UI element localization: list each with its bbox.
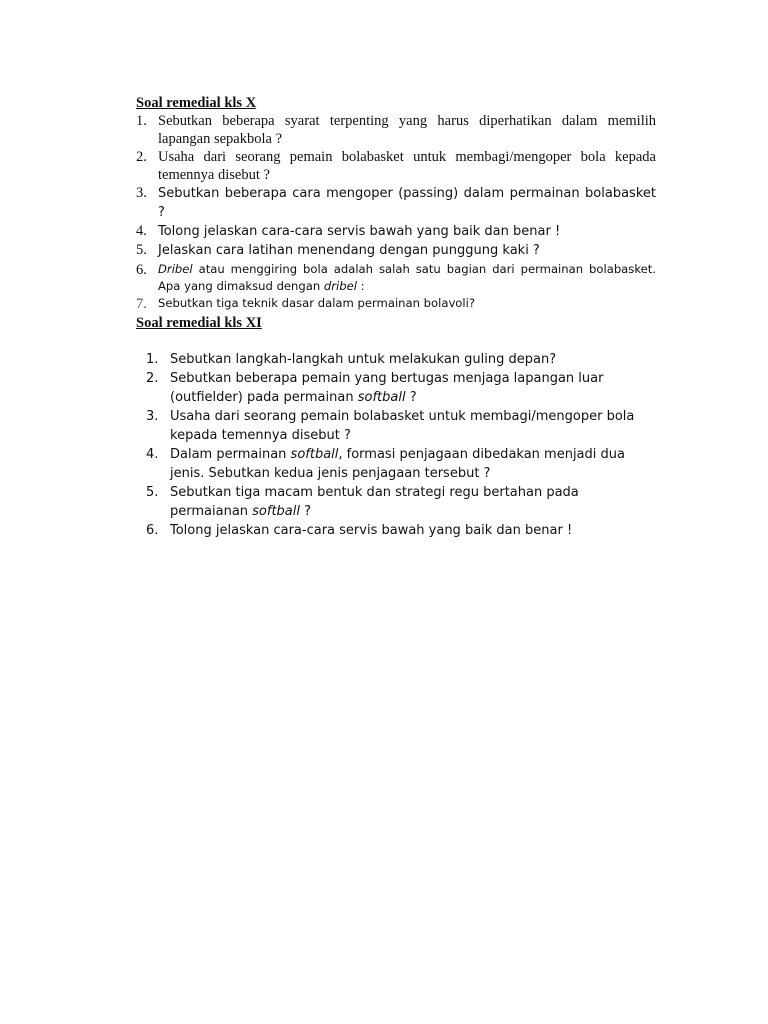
list-item xyxy=(136,112,656,148)
item-text-italic: softball xyxy=(357,390,406,405)
item-number: 5. xyxy=(136,242,147,258)
item-text: Jelaskan cara latihan menendang dengan punggung kaki ? xyxy=(158,243,540,258)
list-item xyxy=(136,407,656,445)
item-text: ? xyxy=(300,504,312,519)
item-number: 4. xyxy=(136,223,147,239)
item-text-italic: softball xyxy=(252,504,300,519)
item-number: 7. xyxy=(136,296,147,312)
item-text-italic: softball xyxy=(290,447,339,462)
item-number: 1. xyxy=(136,113,147,129)
list-item xyxy=(136,369,656,407)
item-text: ? xyxy=(405,390,417,405)
item-number: 2. xyxy=(146,371,159,386)
list-item xyxy=(136,350,656,369)
item-number: 2. xyxy=(136,149,147,165)
list-item xyxy=(136,241,656,260)
item-text: Dalam permainan xyxy=(170,447,291,462)
item-number: 4. xyxy=(146,447,159,462)
item-text: Sebutkan beberapa cara mengoper (passing) dalam permainan bolabasket ? xyxy=(158,186,656,220)
item-text-italic: dribel xyxy=(323,279,357,293)
list-item xyxy=(136,184,656,222)
section-kls-xi xyxy=(136,314,656,540)
item-number: 5. xyxy=(146,485,159,500)
item-number: 6. xyxy=(136,262,147,278)
list-item xyxy=(136,445,656,483)
list-item xyxy=(136,295,656,312)
item-number: 1. xyxy=(146,352,159,367)
item-text: Sebutkan langkah-langkah untuk melakukan guling depan? xyxy=(170,352,557,367)
question-list xyxy=(136,350,656,540)
list-item xyxy=(136,261,656,295)
section-kls-x xyxy=(136,94,656,312)
list-item xyxy=(136,521,656,540)
list-item xyxy=(136,483,656,521)
item-text: Sebutkan tiga teknik dasar dalam permainan bolavoli? xyxy=(158,296,475,310)
item-text-italic: Dribel xyxy=(158,262,193,276)
item-text: Sebutkan tiga macam bentuk dan strategi regu bertahan pada permaianan xyxy=(170,485,579,519)
item-text: Sebutkan beberapa syarat terpenting yang harus diperhatikan dalam memilih lapangan sepakbola ? xyxy=(158,113,656,147)
item-number: 3. xyxy=(146,409,159,424)
item-text: : xyxy=(356,279,365,293)
item-text: Sebutkan beberapa pemain yang bertugas menjaga lapangan luar (outfielder) pada permainan xyxy=(170,371,604,405)
item-text: Tolong jelaskan cara-cara servis bawah yang baik dan benar ! xyxy=(170,523,573,538)
item-number: 6. xyxy=(146,523,159,538)
list-item xyxy=(136,222,656,241)
section-title: Soal remedial kls X xyxy=(136,95,257,111)
section-title: Soal remedial kls XI xyxy=(136,315,262,331)
item-text: atau menggiring bola adalah salah satu bagian dari permainan bolabasket. Apa yang dimaksud dengan xyxy=(158,262,656,293)
item-text: Usaha dari seorang pemain bolabasket untuk membagi/mengoper bola kepada temennya disebut ? xyxy=(158,149,656,183)
item-number: 3. xyxy=(136,185,147,201)
list-item xyxy=(136,148,656,184)
question-list xyxy=(136,112,656,312)
item-text: Tolong jelaskan cara-cara servis bawah yang baik dan benar ! xyxy=(158,224,561,239)
item-text: Usaha dari seorang pemain bolabasket untuk membagi/mengoper bola kepada temennya disebut ? xyxy=(170,409,635,443)
item-text: , formasi penjagaan dibedakan menjadi dua jenis. Sebutkan kedua jenis penjagaan tersebut ? xyxy=(170,447,625,481)
